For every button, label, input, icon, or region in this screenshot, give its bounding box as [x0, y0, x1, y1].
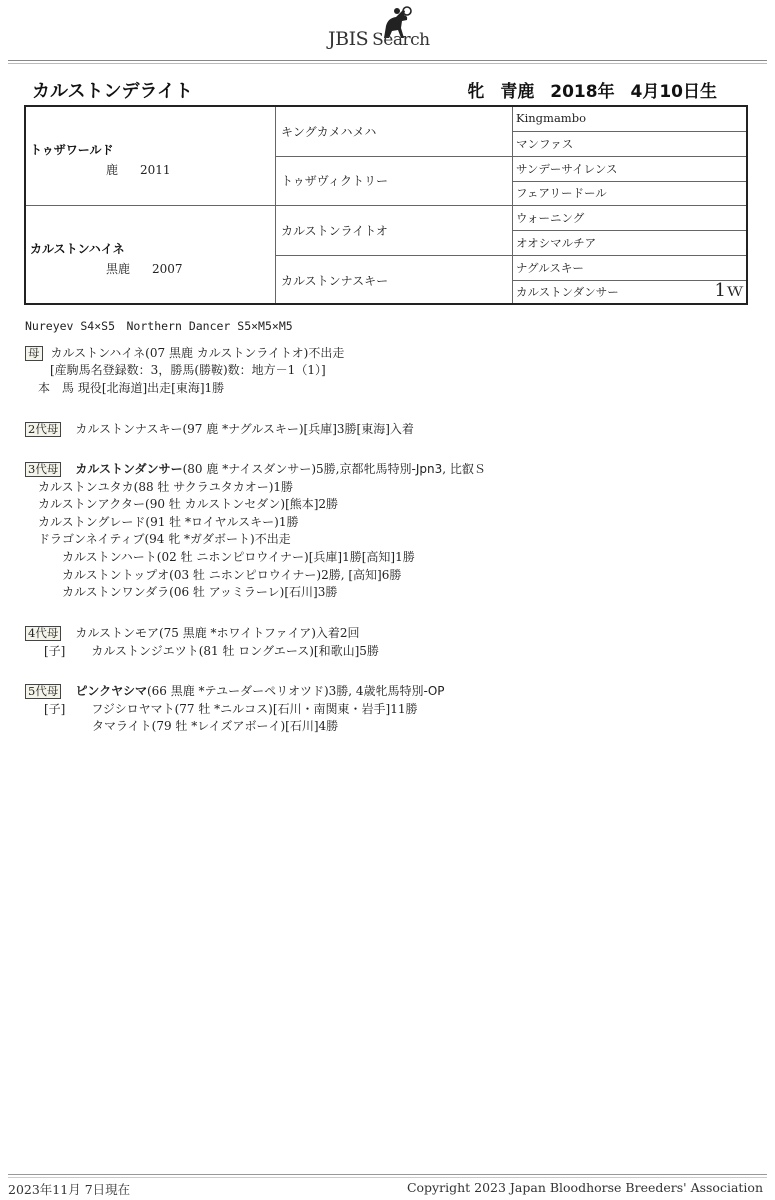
pedigree-divider	[512, 131, 746, 132]
dam2-text[interactable]: カルストンナスキー(97 鹿 *ナグルスキー)[兵庫]3勝[東海]入着	[75, 422, 414, 436]
dam5-child[interactable]: フジシロヤマト(77 牡 *ニルコス)[石川・南関東・岩手]11勝	[91, 702, 418, 716]
pedigree-divider	[512, 230, 746, 231]
pedigree-gen2-1[interactable]: キングカメハメハ	[281, 125, 377, 139]
dam3-line	[25, 461, 486, 478]
inbreeding-line: Nureyev S4×S5 Northern Dancer S5×M5×M5	[25, 319, 293, 333]
pedigree-gen2-3[interactable]: カルストンライトオ	[281, 224, 388, 238]
pedigree-gen2-4[interactable]: カルストンナスキー	[281, 274, 389, 288]
dam4-tag: 4代母	[25, 626, 61, 641]
dam1-tag: 母	[25, 346, 43, 361]
pedigree-gen3-6[interactable]: オオシマルチア	[516, 236, 597, 250]
dam5-child-tag: [子]	[44, 702, 66, 716]
dam4-text[interactable]: カルストンモア(75 黒鹿 *ホワイトファイア)入着2回	[75, 626, 360, 640]
dam3-offspring[interactable]: カルストングレード(91 牡 *ロイヤルスキー)1勝	[38, 515, 299, 529]
pedigree-divider	[512, 181, 746, 182]
dam3-tail: , 比叡Ｓ	[442, 462, 486, 476]
footer-copyright: Copyright 2023 Japan Bloodhorse Breeders' Association	[406, 1180, 763, 1195]
dam2-tag: 2代母	[25, 422, 61, 437]
horse-meta	[457, 77, 717, 102]
dam4-child-line	[44, 643, 379, 660]
dam5-child[interactable]: タマライト(79 牡 *レイズアボーイ)[石川]4勝	[92, 719, 339, 733]
dam3-offspring[interactable]: ドラゴンネイティブ(94 牝 *ガダボート)不出走	[38, 532, 291, 546]
dam4-child[interactable]: カルストンジエツト(81 牡 ロングエース)[和歌山]5勝	[91, 644, 379, 658]
dam3-name[interactable]: カルストンダンサー	[75, 462, 183, 476]
dam4-child-tag: [子]	[44, 644, 66, 658]
pedigree-table	[24, 105, 748, 305]
pedigree-gen2-2[interactable]: トゥザヴィクトリー	[281, 174, 388, 188]
horse-birth-date: 4月10日生	[630, 82, 717, 102]
dam2-line	[25, 421, 414, 438]
sire-color: 鹿	[106, 163, 119, 177]
dam5-tag: 5代母	[25, 684, 61, 699]
logo-jbis: JBIS	[328, 28, 369, 50]
jbis-search-logo[interactable]	[328, 6, 458, 54]
dam3-grand-offspring[interactable]: カルストンハート(02 牡 ニホンピロウイナー)[兵庫]1勝[高知]1勝	[62, 550, 415, 564]
dam1-self-record: 本 馬 現役[北海道]出走[東海]1勝	[38, 381, 225, 395]
dam5-rest: (66 黒鹿 *テユーダーペリオツド)3勝, 4歳牝馬特別	[146, 684, 424, 698]
pedigree-gen3-3[interactable]: サンデーサイレンス	[516, 162, 618, 176]
dam3-grand-offspring[interactable]: カルストントップオ(03 牡 ニホンピロウイナー)2勝, [高知]6勝	[62, 568, 402, 582]
dam-year: 2007	[152, 262, 183, 276]
pedigree-divider	[275, 255, 746, 256]
horse-title-row	[32, 77, 717, 101]
pedigree-gen3-7[interactable]: ナグルスキー	[516, 261, 584, 275]
dam5-line	[25, 683, 445, 700]
dam3-tag: 3代母	[25, 462, 61, 477]
pedigree-gen3-5[interactable]: ウォーニング	[516, 211, 585, 225]
footer-divider	[8, 1174, 767, 1178]
pedigree-gen3-4[interactable]: フェアリードール	[516, 186, 607, 200]
dam5-child-line	[44, 701, 418, 718]
dam3-rest: (80 鹿 *ナイスダンサー)5勝,	[182, 462, 340, 476]
sire-year: 2011	[140, 163, 171, 177]
horse-birth-year: 2018年	[550, 82, 615, 102]
horse-name: カルストンデライト	[32, 81, 193, 102]
footer-date: 2023年11月 7日現在	[8, 1182, 131, 1197]
dam1-line	[25, 345, 344, 362]
dam3-grand-offspring[interactable]: カルストンワンダラ(06 牡 アッミラーレ)[石川]3勝	[62, 585, 338, 599]
dam3-race: 京都牝馬特別-Jpn3	[339, 462, 443, 476]
sire-name[interactable]: トゥザワールド	[30, 143, 114, 157]
dam-color: 黒鹿	[106, 262, 131, 276]
horse-color: 青鹿	[500, 82, 535, 102]
pedigree-gen3-8[interactable]: カルストンダンサー	[516, 285, 619, 299]
header-divider	[8, 60, 767, 64]
pedigree-note: 1ｗ	[714, 280, 744, 301]
pedigree-gen3-1[interactable]: Kingmambo	[516, 111, 586, 125]
dam-name[interactable]: カルストンハイネ	[30, 242, 125, 256]
pedigree-divider	[275, 156, 746, 157]
pedigree-dam-cell	[30, 240, 205, 277]
pedigree-gen3-2[interactable]: マンファス	[516, 137, 574, 151]
dam5-name[interactable]: ピンクヤシマ	[75, 684, 147, 698]
dam3-offspring[interactable]: カルストンユタカ(88 牡 サクラユタカオー)1勝	[38, 480, 294, 494]
dam1-foal-stats: [産駒馬名登録数：3，勝馬(勝鞍)数：地方－1（1）]	[50, 363, 326, 377]
logo-search: Search	[372, 30, 430, 50]
dam3-offspring[interactable]: カルストンアクター(90 牡 カルストンセダン)[熊本]2勝	[38, 497, 339, 511]
pedigree-divider	[26, 205, 746, 206]
pedigree-divider	[512, 280, 746, 281]
horse-sex: 牝	[467, 82, 485, 102]
dam4-line	[25, 625, 360, 642]
dam5-race: -OP	[423, 684, 445, 698]
dam1-text[interactable]: カルストンハイネ(07 黒鹿 カルストンライトオ)不出走	[50, 346, 345, 360]
pedigree-sire-cell	[30, 141, 193, 178]
